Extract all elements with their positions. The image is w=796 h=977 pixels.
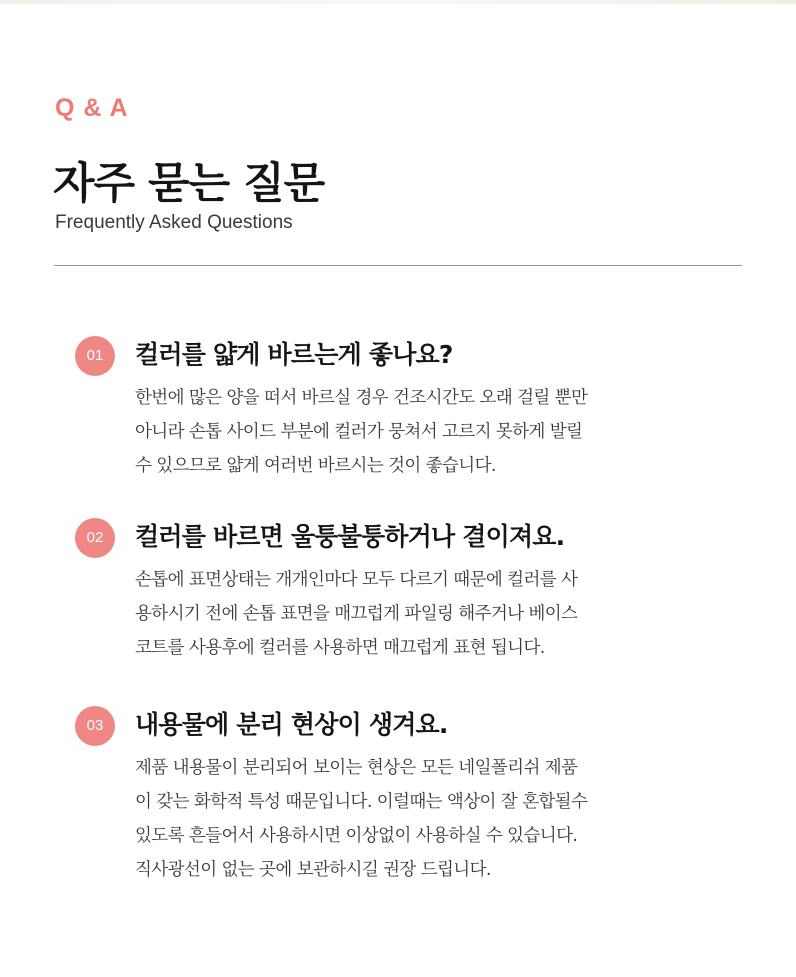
header-divider xyxy=(54,265,742,266)
faq-question: 내용물에 분리 현상이 생겨요. xyxy=(135,710,448,739)
answer-line: 용하시기 전에 손톱 표면을 매끄럽게 파일링 해주거나 베이스 xyxy=(135,604,578,624)
section-tag: Q & A xyxy=(55,94,129,122)
faq-answer xyxy=(135,563,735,665)
answer-line: 아니라 손톱 사이드 부분에 컬러가 뭉쳐서 고르지 못하게 발릴 xyxy=(135,422,583,442)
page-title: 자주 묻는 질문 xyxy=(53,159,325,209)
answer-line: 코트를 사용후에 컬러를 사용하면 매끄럽게 표현 됩니다. xyxy=(135,638,545,658)
answer-line: 손톱에 표면상태는 개개인마다 모두 다르기 때문에 컬러를 사 xyxy=(135,570,578,590)
number-badge: 03 xyxy=(75,706,115,746)
answer-line: 있도록 흔들어서 사용하시면 이상없이 사용하실 수 있습니다. xyxy=(135,826,578,846)
faq-answer xyxy=(135,381,735,483)
answer-line: 이 갖는 화학적 특성 때문입니다. 이럴때는 액상이 잘 혼합될수 xyxy=(135,792,588,812)
page-subtitle: Frequently Asked Questions xyxy=(55,212,293,233)
answer-line: 한번에 많은 양을 떠서 바르실 경우 건조시간도 오래 걸릴 뿐만 xyxy=(135,388,588,408)
top-edge-strip xyxy=(0,0,796,4)
answer-line: 수 있으므로 얇게 여러번 바르시는 것이 좋습니다. xyxy=(135,456,496,476)
number-badge: 02 xyxy=(75,518,115,558)
faq-answer xyxy=(135,751,735,887)
answer-line: 제품 내용물이 분리되어 보이는 현상은 모든 네일폴리쉬 제품 xyxy=(135,758,578,778)
faq-question: 컬러를 바르면 울퉁불퉁하거나 결이져요. xyxy=(135,522,565,551)
faq-question: 컬러를 얇게 바르는게 좋나요? xyxy=(135,340,453,369)
number-badge: 01 xyxy=(75,336,115,376)
answer-line: 직사광선이 없는 곳에 보관하시길 권장 드립니다. xyxy=(135,860,491,880)
